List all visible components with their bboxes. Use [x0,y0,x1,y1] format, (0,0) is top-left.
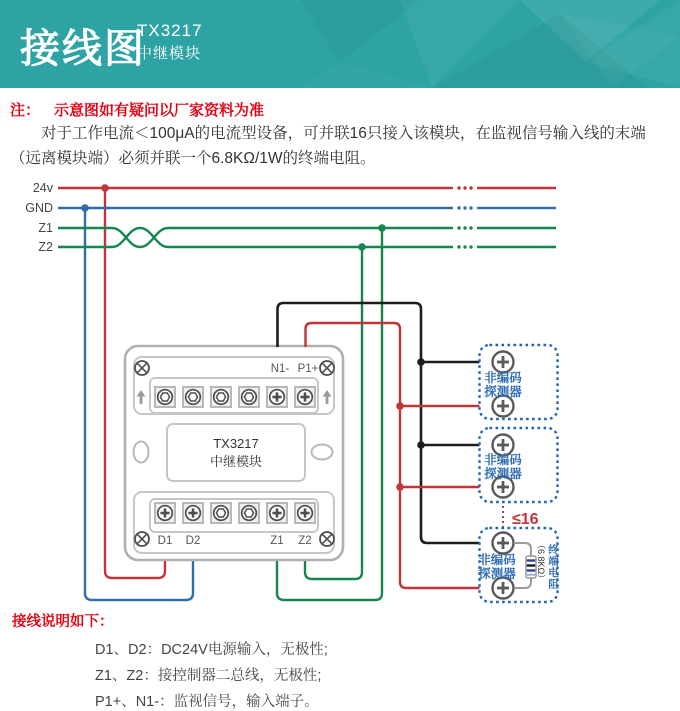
instruction-item: D1、D2：DC24V电源输入，无极性; [95,642,328,658]
terminal-screw-icon [267,503,287,523]
product-name: 中继模块 [137,45,202,63]
junction-dot [101,184,109,192]
detector-box-1 [480,345,558,419]
note-line [10,99,264,120]
detector-terminal-icon [493,533,514,554]
detector-name-line1: 非编码 [484,371,522,385]
bus-label-z1: Z1 [38,221,53,235]
terminal-screw-icon [155,387,175,407]
detector-name-line1: 非编码 [484,453,522,467]
junction-dot [396,402,404,410]
model-number: TX3217 [137,21,203,40]
detector-name-line2: 探测器 [484,467,522,481]
module-name-text: 中继模块 [209,454,263,469]
terminal-label-z1: Z1 [270,535,284,547]
detector-name-line1: 非编码 [478,553,516,567]
bus-label-gnd: GND [25,201,53,215]
terminal-screw-icon [239,503,259,523]
terminal-screw-icon [239,387,259,407]
mounting-hole [134,442,149,463]
terminal-screw-icon [295,387,315,407]
terminal-screw-icon [211,503,231,523]
module-nameplate [167,424,305,481]
page-title: 接线图 [20,27,146,71]
detector-name-line2: 探测器 [484,385,522,399]
corner-screw-icon [135,361,149,375]
terminal-screw-icon [183,503,203,523]
header-banner [0,0,680,88]
instruction-item: P1+、N1-：监视信号，输入端子。 [95,694,319,710]
terminal-label-p1: P1+ [297,363,319,375]
terminal-screw-icon [183,387,203,407]
bus-labels [25,181,54,254]
mounting-hole [312,445,333,460]
corner-screw-icon [320,532,334,546]
header-subtitle [137,20,203,64]
terminal-screw-icon [267,387,287,407]
bus-label-z2: Z2 [38,240,53,254]
terminal-label-d2: D2 [185,535,201,547]
detector-name-line2: 探测器 [478,567,516,581]
terminal-label-n1: N1- [270,363,290,375]
junction-dot [81,204,89,212]
junction-dot [396,483,404,491]
module-top-panel [134,357,334,414]
corner-screw-icon [135,532,149,546]
junction-dot [358,243,366,251]
terminal-label-z2: Z2 [298,535,312,547]
resistor-name-label: 终端电阻 [547,544,559,590]
junction-dot [378,224,386,232]
note-label: 注： [10,102,41,119]
terminal-label-d1: D1 [157,535,173,547]
junction-dot [417,358,425,366]
module-model-text: TX3217 [213,436,259,451]
junction-dot [417,441,425,449]
resistor-value-label: （6.8KΩ） [536,540,546,584]
terminal-screw-icon [155,503,175,523]
corner-screw-icon [320,361,334,375]
note-warning: 示意图如有疑问以厂家资料为准 [54,102,265,119]
instruction-item: Z1、Z2：接控制器二总线，无极性; [95,668,322,684]
bus-label-24v: 24v [32,181,53,195]
note-body: 对于工作电流＜100μA的电流型设备，可并联16只接入该模块，在监视信号输入线的末端（远离模块端）必须并联一个6.8KΩ/1W的终端电阻。 [10,125,646,167]
wiring-diagram [0,170,680,615]
terminal-screw-icon [295,503,315,523]
detector-terminal-icon [493,352,514,373]
module-bottom-panel [134,492,334,553]
max-count-label: ≤16 [512,511,539,528]
instructions-heading: 接线说明如下： [12,614,114,630]
relay-module [125,346,343,560]
detector-box-2 [480,428,558,502]
terminal-screw-icon [211,387,231,407]
